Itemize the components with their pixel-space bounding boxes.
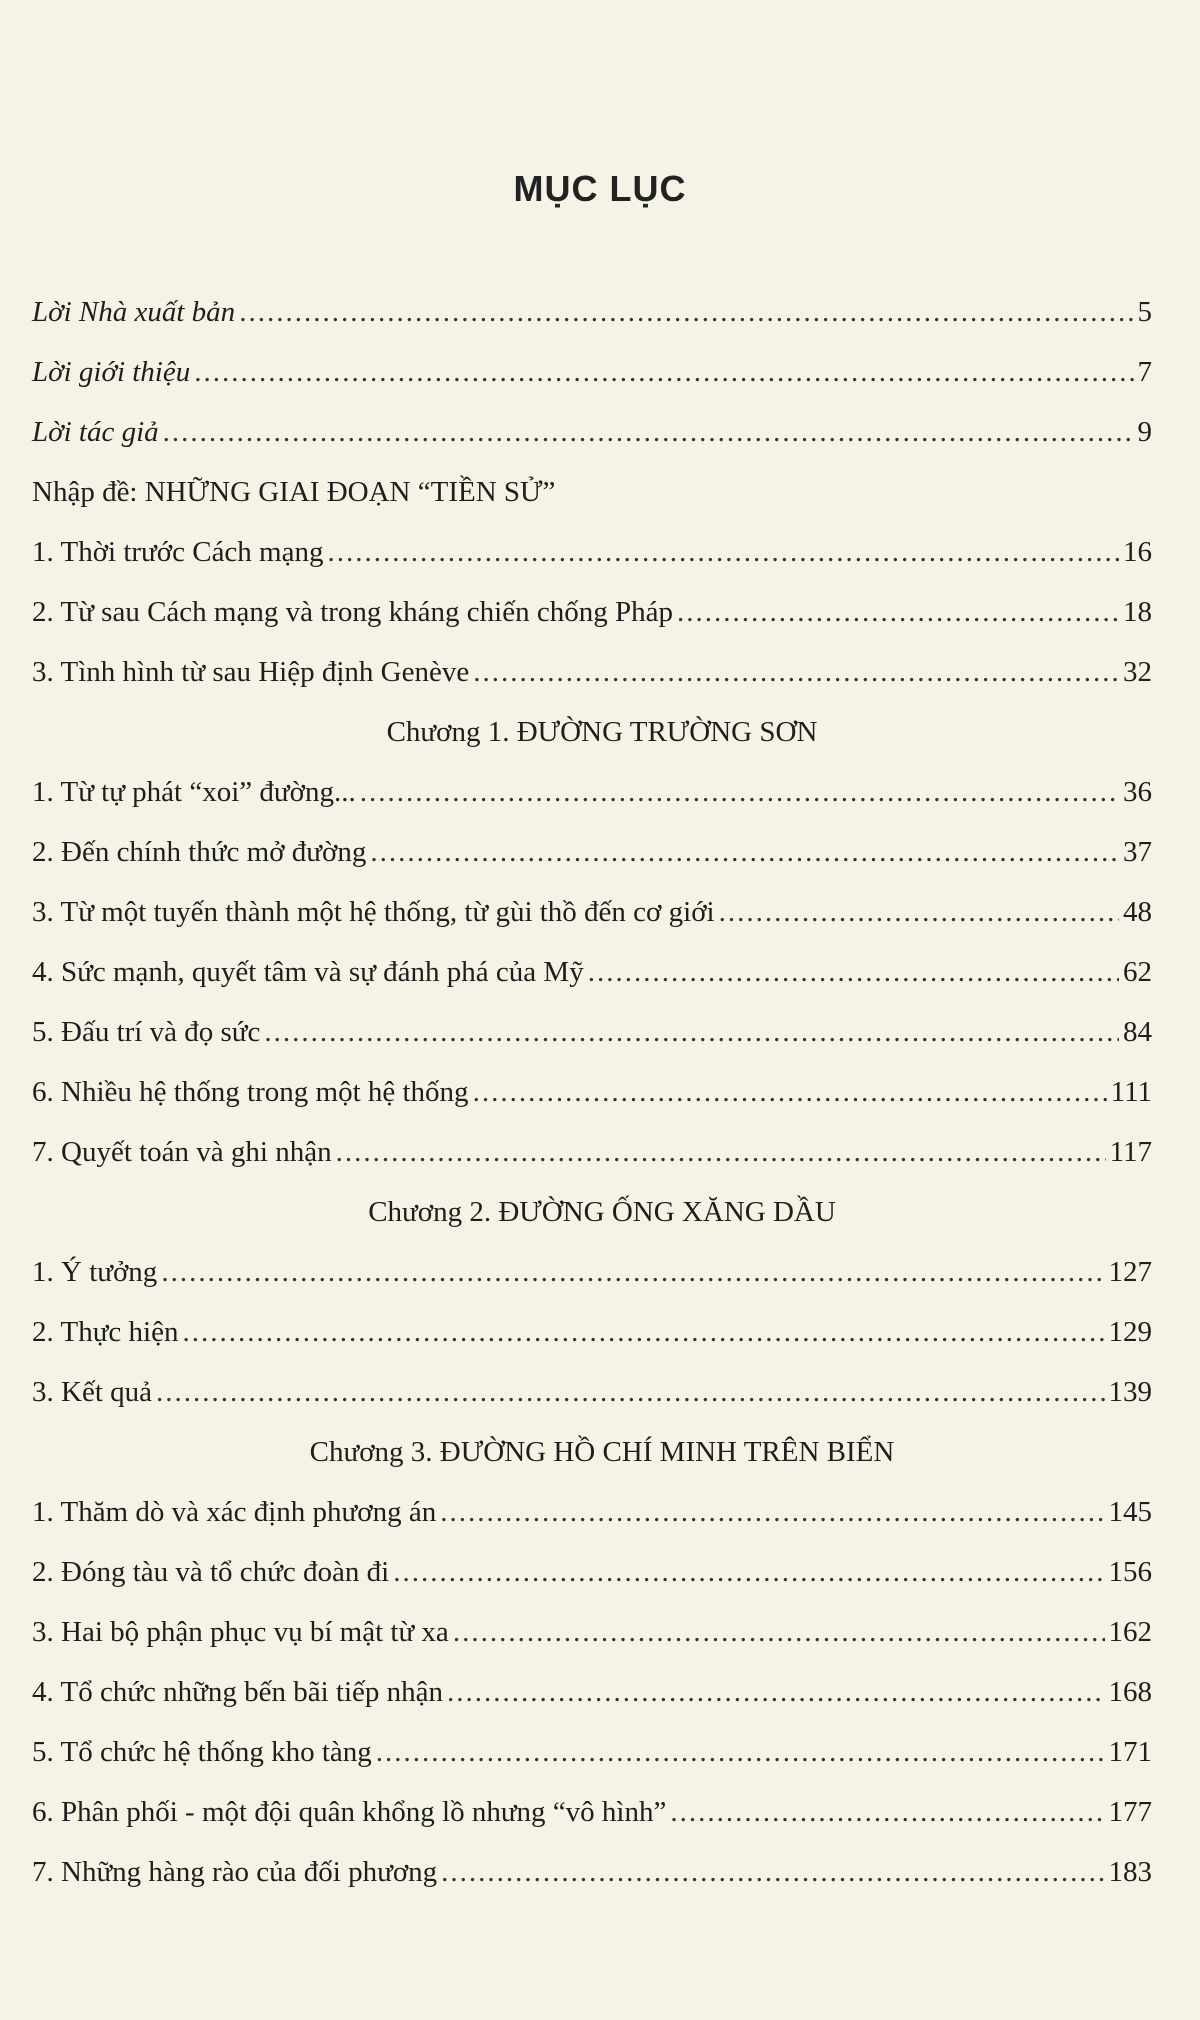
toc-page-number: 37 (1123, 836, 1152, 868)
toc-entry (32, 342, 1152, 402)
toc-entry (32, 522, 1152, 582)
dot-leader (194, 342, 1133, 402)
toc-entry (32, 1242, 1152, 1302)
dot-leader (393, 1542, 1104, 1602)
toc-entry (32, 1482, 1152, 1542)
toc-page-number: 84 (1123, 1016, 1152, 1048)
dot-leader (473, 1062, 1107, 1122)
section-heading: Nhập đề: NHỮNG GIAI ĐOẠN “TIỀN SỬ” (32, 476, 556, 508)
toc-entry-label: 4. Sức mạnh, quyết tâm và sự đánh phá của Mỹ (32, 956, 584, 988)
toc-page-number: 111 (1110, 1076, 1152, 1108)
toc-entry-label: 1. Thời trước Cách mạng (32, 536, 324, 568)
toc-entry-label: 2. Đến chính thức mở đường (32, 836, 367, 868)
toc-entry-label: Lời tác giả (32, 416, 159, 448)
toc-page-number: 36 (1123, 776, 1152, 808)
toc-entry-label: 1. Ý tưởng (32, 1256, 158, 1288)
toc-entry (32, 1062, 1152, 1122)
dot-leader (182, 1302, 1104, 1362)
toc-page-number: 16 (1123, 536, 1152, 568)
toc-page-number: 183 (1108, 1856, 1152, 1888)
toc-entry-label: 2. Thực hiện (32, 1316, 179, 1348)
dot-leader (440, 1482, 1104, 1542)
toc-page-number: 177 (1108, 1796, 1152, 1828)
toc-entry-label: 3. Từ một tuyến thành một hệ thống, từ gùi thồ đến cơ giới (32, 896, 715, 928)
toc-page-number: 171 (1108, 1736, 1152, 1768)
toc-page-number: 129 (1108, 1316, 1152, 1348)
dot-leader (473, 642, 1119, 702)
toc-entry-label: 3. Kết quả (32, 1376, 152, 1408)
toc-entry-label: 4. Tổ chức những bến bãi tiếp nhận (32, 1676, 444, 1708)
toc-entry-label: 5. Đấu trí và đọ sức (32, 1016, 261, 1048)
toc-entry-label: 2. Từ sau Cách mạng và trong kháng chiến chống Pháp (32, 596, 673, 628)
dot-leader (328, 522, 1120, 582)
dot-leader (670, 1782, 1104, 1842)
toc-page-number: 156 (1108, 1556, 1152, 1588)
dot-leader (156, 1362, 1105, 1422)
toc-entry (32, 1302, 1152, 1362)
dot-leader (360, 762, 1119, 822)
toc-entry-label: 7. Quyết toán và ghi nhận (32, 1136, 332, 1168)
toc-page-number: 18 (1123, 596, 1152, 628)
dot-leader (163, 402, 1134, 462)
toc-entry-label: 6. Nhiều hệ thống trong một hệ thống (32, 1076, 469, 1108)
dot-leader (264, 1002, 1119, 1062)
dot-leader (376, 1722, 1105, 1782)
toc-page-number: 117 (1109, 1136, 1152, 1168)
toc-entry-label: 3. Hai bộ phận phục vụ bí mật từ xa (32, 1616, 449, 1648)
toc-entry-label: Lời Nhà xuất bản (32, 296, 236, 328)
toc-page-number: 168 (1108, 1676, 1152, 1708)
table-of-contents (32, 282, 1152, 1902)
toc-entry (32, 1782, 1152, 1842)
toc-entry (32, 1002, 1152, 1062)
toc-entry-label: 7. Những hàng rào của đối phương (32, 1856, 438, 1888)
toc-page-number: 162 (1108, 1616, 1152, 1648)
toc-entry-label: 6. Phân phối - một đội quân khổng lồ nhưng “vô hình” (32, 1796, 667, 1828)
toc-entry (32, 642, 1152, 702)
toc-entry (32, 1602, 1152, 1662)
toc-entry-label: 1. Từ tự phát “xoi” đường... (32, 776, 356, 808)
dot-leader (453, 1602, 1105, 1662)
dot-leader (588, 942, 1119, 1002)
dot-leader (336, 1122, 1106, 1182)
dot-leader (239, 282, 1133, 342)
toc-entry (32, 1662, 1152, 1722)
dot-leader (677, 582, 1119, 642)
toc-page-number: 139 (1108, 1376, 1152, 1408)
toc-entry (32, 882, 1152, 942)
toc-entry-label: 1. Thăm dò và xác định phương án (32, 1496, 437, 1528)
toc-entry (32, 582, 1152, 642)
toc-entry (32, 942, 1152, 1002)
dot-leader (719, 882, 1119, 942)
toc-page-number: 145 (1108, 1496, 1152, 1528)
toc-page-number: 9 (1137, 416, 1152, 448)
toc-entry (32, 402, 1152, 462)
toc-page-number: 5 (1137, 296, 1152, 328)
toc-entry (32, 822, 1152, 882)
dot-leader (161, 1242, 1104, 1302)
toc-page-number: 127 (1108, 1256, 1152, 1288)
section-heading: Chương 1. ĐƯỜNG TRƯỜNG SƠN (386, 716, 818, 748)
toc-entry (32, 1722, 1152, 1782)
dot-leader (447, 1662, 1104, 1722)
toc-entry (32, 762, 1152, 822)
toc-entry-label: 3. Tình hình từ sau Hiệp định Genève (32, 656, 470, 688)
section-heading: Chương 3. ĐƯỜNG HỒ CHÍ MINH TRÊN BIỂN (309, 1436, 895, 1468)
toc-entry-label: 5. Tổ chức hệ thống kho tàng (32, 1736, 372, 1768)
dot-leader (370, 822, 1119, 882)
page-title: MỤC LỤC (513, 168, 687, 209)
section-heading: Chương 2. ĐƯỜNG ỐNG XĂNG DẦU (368, 1196, 836, 1228)
toc-entry (32, 1842, 1152, 1902)
toc-entry (32, 282, 1152, 342)
toc-page-number: 48 (1123, 896, 1152, 928)
toc-entry (32, 1542, 1152, 1602)
toc-entry-label: Lời giới thiệu (32, 356, 191, 388)
toc-page-number: 7 (1137, 356, 1152, 388)
toc-entry-label: 2. Đóng tàu và tổ chức đoàn đi (32, 1556, 390, 1588)
toc-page-number: 62 (1123, 956, 1152, 988)
toc-entry (32, 1362, 1152, 1422)
toc-page-number: 32 (1123, 656, 1152, 688)
dot-leader (441, 1842, 1104, 1902)
toc-entry (32, 1122, 1152, 1182)
